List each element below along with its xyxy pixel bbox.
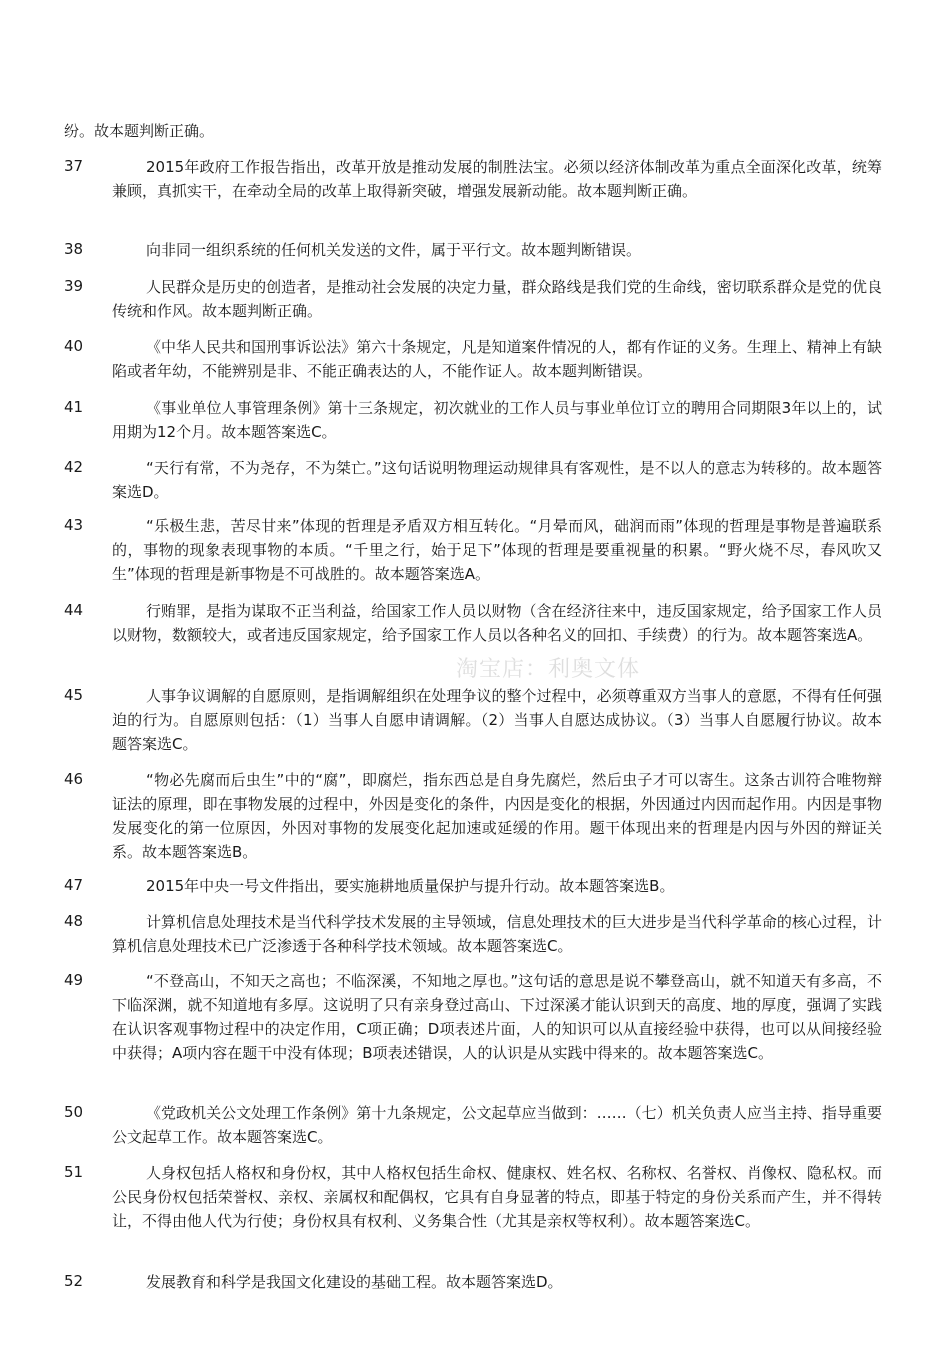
- item-number: 37: [64, 157, 84, 175]
- item-number: 50: [64, 1103, 84, 1121]
- answer-item-46: [64, 768, 882, 864]
- answer-item-42: [64, 456, 882, 504]
- answer-item-40: [64, 335, 882, 383]
- item-text: 《党政机关公文处理工作条例》第十九条规定，公文起草应当做到：……（七）机关负责人应当主持、指导重要公文起草工作。故本题答案选C。: [112, 1104, 882, 1146]
- item-number: 39: [64, 277, 84, 295]
- answer-item-38: [64, 238, 864, 262]
- item-number: 43: [64, 516, 84, 534]
- item-text: “物必先腐而后虫生”中的“腐”，即腐烂，指东西总是自身先腐烂，然后虫子才可以寄生。这条古训符合唯物辩证法的原理，即在事物发展的过程中，外因是变化的条件，内因是变化的根据，外因通过内因而起作用。内因是事物发展变化的第一位原因，外因对事物的发展变化起加速或延缓的作用。题干体现出来的哲理是内因与外因的辩证关系。故本题答案选B。: [112, 771, 882, 861]
- shop-watermark: 淘宝店：利奥文体: [456, 657, 641, 682]
- item-text: 计算机信息处理技术是当代科学技术发展的主导领域，信息处理技术的巨大进步是当代科学革命的核心过程，计算机信息处理技术已广泛渗透于各种科学技术领域。故本题答案选C。: [112, 913, 882, 955]
- item-number: 42: [64, 458, 84, 476]
- item-number: 44: [64, 601, 84, 619]
- item-number: 40: [64, 337, 84, 355]
- item-text: 人身权包括人格权和身份权，其中人格权包括生命权、健康权、姓名权、名称权、名誉权、肖像权、隐私权。而公民身份权包括荣誉权、亲权、亲属权和配偶权，它具有自身显著的特点，即基于特定的身份关系而产生，并不得转让，不得由他人代为行使；身份权具有权利、义务集合性（尤其是亲权等权利）。故本题答案选C。: [112, 1164, 882, 1230]
- item-number: 51: [64, 1163, 84, 1181]
- item-number: 49: [64, 971, 84, 989]
- answer-item-45: [64, 684, 882, 756]
- item-text: “乐极生悲，苦尽甘来”体现的哲理是矛盾双方相互转化。“月晕而风，础润而雨”体现的哲理是事物是普遍联系的，事物的现象表现事物的本质。“千里之行，始于足下”体现的哲理是要重视量的积累。“野火烧不尽，春风吹又生”体现的哲理是新事物是不可战胜的。故本题答案选A。: [112, 517, 882, 583]
- item-number: 46: [64, 770, 84, 788]
- item-text: 人事争议调解的自愿原则，是指调解组织在处理争议的整个过程中，必须尊重双方当事人的意愿，不得有任何强迫的行为。自愿原则包括：（1）当事人自愿申请调解。（2）当事人自愿达成协议。（3）当事人自愿履行协议。故本题答案选C。: [112, 687, 882, 753]
- answer-item-39: [64, 275, 882, 323]
- item-number: 38: [64, 240, 84, 258]
- answer-item-48: [64, 910, 882, 958]
- item-text: 人民群众是历史的创造者，是推动社会发展的决定力量，群众路线是我们党的生命线，密切联系群众是党的优良传统和作风。故本题判断正确。: [112, 278, 882, 320]
- item-text: “天行有常，不为尧存，不为桀亡。”这句话说明物理运动规律具有客观性，是不以人的意志为转移的。故本题答案选D。: [112, 459, 882, 501]
- answer-item-37: [64, 155, 882, 203]
- answer-item-43: [64, 514, 882, 586]
- item-text: 2015年政府工作报告指出，改革开放是推动发展的制胜法宝。必须以经济体制改革为重点全面深化改革，统筹兼顾，真抓实干，在牵动全局的改革上取得新突破，增强发展新动能。故本题判断正确。: [112, 158, 882, 200]
- answer-item-44: [64, 599, 882, 647]
- continuation-text: 纷。故本题判断正确。: [64, 122, 215, 140]
- item-number: 47: [64, 876, 84, 894]
- item-number: 52: [64, 1272, 84, 1290]
- item-text: 2015年中央一号文件指出，要实施耕地质量保护与提升行动。故本题答案选B。: [146, 877, 675, 895]
- item-number: 45: [64, 686, 84, 704]
- answer-item-49: [64, 969, 882, 1065]
- answer-item-51: [64, 1161, 882, 1233]
- item-text: 发展教育和科学是我国文化建设的基础工程。故本题答案选D。: [146, 1273, 563, 1291]
- item-number: 41: [64, 398, 84, 416]
- answer-item-50: [64, 1101, 882, 1149]
- item-text: 向非同一组织系统的任何机关发送的文件，属于平行文。故本题判断错误。: [146, 241, 642, 259]
- item-number: 48: [64, 912, 84, 930]
- item-text: 行贿罪，是指为谋取不正当利益，给国家工作人员以财物（含在经济往来中，违反国家规定，给予国家工作人员以财物，数额较大，或者违反国家规定，给予国家工作人员以各种名义的回扣、手续费）的行为。故本题答案选A。: [112, 602, 882, 644]
- answer-item-41: [64, 396, 882, 444]
- item-text: 《中华人民共和国刑事诉讼法》第六十条规定，凡是知道案件情况的人，都有作证的义务。生理上、精神上有缺陷或者年幼，不能辨别是非、不能正确表达的人，不能作证人。故本题判断错误。: [112, 338, 882, 380]
- answer-item-47: [64, 874, 864, 898]
- answer-item-52: [64, 1270, 864, 1294]
- item-text: 《事业单位人事管理条例》第十三条规定，初次就业的工作人员与事业单位订立的聘用合同期限3年以上的，试用期为12个月。故本题答案选C。: [112, 399, 882, 441]
- item-text: “不登高山，不知天之高也；不临深溪，不知地之厚也。”这句话的意思是说不攀登高山，就不知道天有多高，不下临深渊，就不知道地有多厚。这说明了只有亲身登过高山、下过深溪才能认识到天的高度、地的厚度，强调了实践在认识客观事物过程中的决定作用，C项正确；D项表述片面，人的知识可以从直接经验中获得，也可以从间接经验中获得；A项内容在题干中没有体现；B项表述错误，人的认识是从实践中得来的。故本题答案选C。: [112, 972, 882, 1062]
